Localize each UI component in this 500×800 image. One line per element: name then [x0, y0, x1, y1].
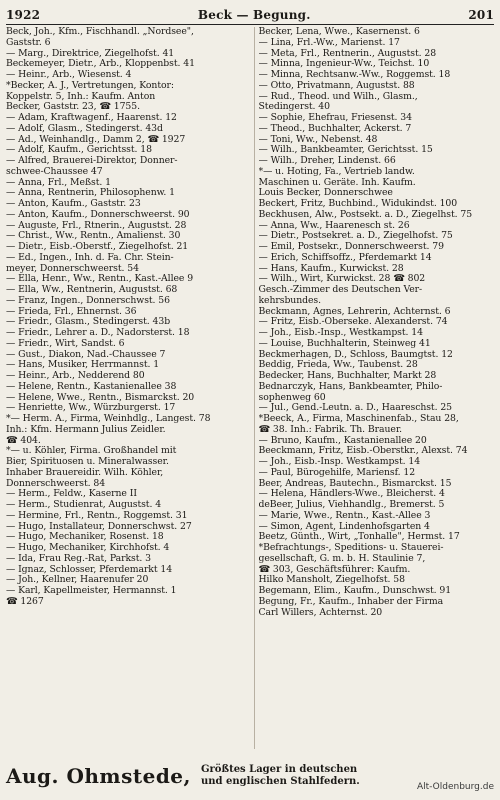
directory-entry-line: — Anna, Frl., Meßst. 1 — [6, 177, 111, 188]
directory-entry-line: — Friedr., Glasm., Stedingerst. 43b — [6, 317, 171, 328]
ad-brand: Aug. Ohmstede, — [6, 764, 191, 788]
directory-entry-line: — Helene, Wwe., Rentn., Bismarckst. 20 — [6, 392, 195, 403]
directory-entry-line: — Wilh., Wirt, Kurwickst. 28 ☎ 802 — [258, 274, 426, 285]
directory-entry-line: — Ida, Frau Reg.-Rat, Parkst. 3 — [6, 553, 151, 564]
page-year: 1922 — [6, 8, 41, 22]
directory-entry-line: — Jul., Gend.-Leutn. a. D., Haareschst. 25 — [258, 403, 453, 414]
directory-entry-line: Stedingerst. 40 — [258, 102, 330, 113]
directory-entry-line: meyer, Donnerschweerst. 54 — [6, 263, 139, 274]
directory-entry-line: sophenweg 60 — [258, 392, 326, 403]
directory-entry-line: — Sophie, Ehefrau, Friesenst. 34 — [258, 113, 412, 123]
page-number: 201 — [468, 8, 494, 22]
left-column — [6, 27, 246, 749]
directory-entry-line: — Dietr., Postsekret. a. D., Ziegelhofst. 75 — [258, 231, 453, 242]
directory-entry-line: Becker, Lena, Wwe., Kasernenst. 6 — [258, 27, 420, 37]
directory-entry-line: ☎ 38. Inh.: Fabrik. Th. Brauer. — [258, 424, 403, 435]
directory-entry-line: — Helena, Händlers-Wwe., Bleicherst. 4 — [258, 489, 445, 500]
directory-entry-line: — Anna, Rentnerin, Philosophenw. 1 — [6, 188, 175, 199]
directory-entry-line: — Adam, Kraftwagenf., Haarenst. 12 — [6, 113, 177, 123]
directory-entry-line: — Alfred, Brauerei-Direktor, Donner- — [6, 156, 178, 166]
directory-entry-line: — Joh., Kellner, Haarenufer 20 — [6, 575, 149, 586]
directory-entry-line: — Ella, Henr., Ww., Rentn., Kast.-Allee 9 — [6, 274, 194, 285]
directory-entry-line: *— u. Köhler, Firma. Großhandel mit — [6, 446, 177, 457]
directory-entry-line: — Dietr., Eisb.-Oberstf., Ziegelhofst. 21 — [6, 242, 189, 252]
directory-entry-line: Gesch.-Zimmer des Deutschen Ver- — [258, 285, 423, 295]
directory-entry-line: — Wilh., Bankbeamter, Gerichtsst. 15 — [258, 145, 433, 156]
directory-entry-line: Koppelstr. 5, Inh.: Kaufm. Anton — [6, 91, 156, 102]
directory-entry-line: Inhaber Brauereidir. Wilh. Köhler, — [6, 467, 164, 478]
directory-entry-line: *Becker, A. J., Vertretungen, Kontor: — [6, 80, 174, 91]
directory-entry-line: — Minna, Rechtsanw.-Ww., Roggemst. 18 — [258, 70, 451, 80]
directory-entry-line: Beckhusen, Alw., Postsekt. a. D., Ziegelhst. 75 — [258, 209, 473, 220]
directory-entry-line: — Adolf, Glasm., Stedingerst. 43d — [6, 123, 163, 134]
directory-entry-line: — Hugo, Mechaniker, Kirchhofst. 4 — [6, 543, 170, 553]
directory-entry-line: deBeer, Julius, Viehhandlg., Bremerst. 5 — [258, 500, 445, 510]
directory-entry-line: — Ella, Ww., Rentnerin, Augustst. 68 — [6, 285, 178, 295]
directory-entry-line: *Beeck, A., Firma, Maschinenfab., Stau 28, — [258, 414, 459, 424]
directory-entry-line: Gaststr. 6 — [6, 37, 51, 48]
directory-entry-line: Beckmerhagen, D., Schloss, Baumgtst. 12 — [258, 349, 453, 360]
directory-entry-line: Begemann, Elim., Kaufm., Dunschwst. 91 — [258, 586, 452, 596]
directory-entry-line: ☎ 1267 — [6, 596, 44, 607]
directory-entry-line: — Hermine, Frl., Rentn., Roggemst. 31 — [6, 510, 188, 521]
directory-entry-line: — Christ., Ww., Rentn., Amalienst. 30 — [6, 231, 181, 242]
watermark: Alt-Oldenburg.de — [416, 782, 494, 792]
directory-entry-line: *— u. Hoting, Fa., Vertrieb landw. — [258, 166, 415, 177]
directory-entry-line: Hilko Mansholt, Ziegelhofst. 58 — [258, 575, 405, 586]
ad-slogan-line: Größtes Lager in deutschen — [201, 764, 358, 775]
directory-entry-line: Beeckmann, Fritz, Eisb.-Oberstkr., Alexst. 74 — [258, 446, 468, 457]
directory-entry-line: Bedecker, Hans, Buchhalter, Markt 28 — [258, 371, 437, 381]
page-header — [6, 6, 494, 22]
directory-entry-line: — Wilh., Dreher, Lindenst. 66 — [258, 156, 396, 166]
header-rule — [6, 24, 494, 25]
directory-entry-line: — Anton, Kaufm., Gaststr. 23 — [6, 199, 141, 209]
directory-entry-line: — Bruno, Kaufm., Kastanienallee 20 — [258, 435, 427, 446]
directory-entry-line: — Karl, Kapellmeister, Hermannst. 1 — [6, 586, 177, 596]
directory-entry-line: Beddig, Frieda, Ww., Taubenst. 28 — [258, 360, 418, 371]
directory-entry-line: gesellschaft, G. m. b. H. Staulinie 7, — [258, 553, 426, 564]
page-title: Beck — Begung. — [197, 8, 311, 22]
ad-slogan — [201, 764, 360, 788]
directory-entry-line: — Hans, Musiker, Herrmannst. 1 — [6, 360, 160, 371]
directory-entry-line: Bier, Spirituosen u. Mineralwasser. — [6, 457, 169, 467]
directory-entry-line: Carl Willers, Achternst. 20 — [258, 607, 383, 618]
directory-entry-line: Donnerschweerst. 84 — [6, 478, 106, 489]
directory-entry-line: — Auguste, Frl., Rtnerin., Augustst. 28 — [6, 220, 187, 231]
directory-entry-line: — Helene, Rentn., Kastanienallee 38 — [6, 381, 177, 392]
directory-entry-line: — Herm., Studienrat, Augustst. 4 — [6, 500, 162, 510]
directory-entry-line: — Friedr., Wirt, Sandst. 6 — [6, 338, 125, 349]
right-column — [254, 27, 495, 749]
directory-entry-line: Inh.: Kfm. Hermann Julius Zeidler. — [6, 424, 166, 435]
directory-entry-line: Beetz, Günth., Wirt, „Tonhalle", Hermst. 17 — [258, 532, 460, 543]
directory-entry-line: — Heinr., Arb., Wiesenst. 4 — [6, 70, 132, 80]
directory-entry-line: — Meta, Frl., Rentnerin., Augustst. 28 — [258, 48, 437, 59]
directory-entry-line: Beckmann, Agnes, Lehrerin, Achternst. 6 — [258, 306, 451, 317]
directory-entry-line: — Toni, Ww., Nebenst. 48 — [258, 134, 378, 145]
directory-entry-line: Becker, Gaststr. 23, ☎ 1755. — [6, 102, 140, 113]
directory-entry-line: — Paul, Bürogehilfe, Mariensf. 12 — [258, 467, 416, 478]
directory-entry-line: — Erich, Schiffsoffz., Pferdemarkt 14 — [258, 252, 432, 263]
directory-entry-line: — Otto, Privatmann, Augustst. 88 — [258, 80, 415, 91]
directory-entry-line: — Fritz, Eisb.-Oberseke. Alexanderst. 74 — [258, 317, 448, 328]
directory-page — [6, 6, 494, 794]
directory-entry-line: — Simon, Agent, Lindenhofsgarten 4 — [258, 521, 430, 532]
directory-entry-line: — Ignaz, Schlosser, Pferdemarkt 14 — [6, 564, 173, 575]
directory-entry-line: ☎ 404. — [6, 435, 41, 446]
directory-entry-line: — Friedr., Lehrer a. D., Nadorsterst. 18 — [6, 328, 190, 338]
directory-entry-line: — Hans, Kaufm., Kurwickst. 28 — [258, 263, 404, 274]
directory-entry-line: — Theod., Buchhalter, Ackerst. 7 — [258, 123, 412, 134]
directory-entry-line: *— Herm. A., Firma, Weinhdlg., Langest. 78 — [6, 414, 211, 424]
directory-entry-line: Maschinen u. Geräte. Inh. Kaufm. — [258, 177, 416, 188]
directory-entry-line: Beckemeyer, Dietr., Arb., Kloppenbst. 41 — [6, 59, 195, 70]
directory-entry-line: Beer, Andreas, Bautechn., Bismarckst. 15 — [258, 478, 452, 489]
directory-entry-line: — Joh., Eisb.-Insp. Westkampst. 14 — [258, 457, 421, 467]
directory-entry-line: — Adolf, Kaufm., Gerichtsst. 18 — [6, 145, 152, 156]
directory-entry-line: — Hugo, Installateur, Donnerschwst. 27 — [6, 521, 192, 532]
directory-entry-line: — Emil, Postsekr., Donnerschweerst. 79 — [258, 242, 444, 252]
directory-entry-line: — Ed., Ingen., Inh. d. Fa. Chr. Stein- — [6, 252, 174, 263]
directory-columns — [6, 27, 494, 749]
directory-entry-line: — Joh., Eisb.-Insp., Westkampst. 14 — [258, 328, 423, 338]
directory-entry-line: *Befrachtungs-, Speditions- u. Stauerei- — [258, 543, 444, 553]
directory-entry-line: — Marie, Wwe., Rentn., Kast.-Allee 3 — [258, 510, 431, 521]
advertisement-footer — [6, 758, 494, 794]
directory-entry-line: — Louise, Buchhalterin, Steinweg 41 — [258, 338, 431, 349]
directory-entry-line: — Marg., Direktrice, Ziegelhofst. 41 — [6, 48, 175, 59]
directory-entry-line: — Rud., Theod. und Wilh., Glasm., — [258, 91, 418, 102]
directory-entry-line: Begung, Fr., Kaufm., Inhaber der Firma — [258, 596, 444, 607]
directory-entry-line: schwee-Chaussee 47 — [6, 166, 103, 177]
directory-entry-line: Bednarczyk, Hans, Bankbeamter, Philo- — [258, 381, 443, 392]
directory-entry-line: kehrsbundes. — [258, 295, 321, 306]
directory-entry-line: — Minna, Ingenieur-Ww., Teichst. 10 — [258, 59, 430, 70]
directory-entry-line: ☎ 303, Geschäftsführer: Kaufm. — [258, 564, 411, 575]
directory-entry-line: — Ad., Weinhandlg., Damm 2, ☎ 1927 — [6, 134, 186, 145]
directory-entry-line: — Henriette, Ww., Würzburgerst. 17 — [6, 403, 176, 414]
directory-entry-line: Louis Becker, Donnerschwee — [258, 188, 393, 199]
ad-slogan-line: und englischen Stahlfedern. — [201, 776, 360, 787]
directory-entry-line: — Anton, Kaufm., Donnerschweerst. 90 — [6, 209, 190, 220]
directory-entry-line: Beckert, Fritz, Buchbind., Widukindst. 100 — [258, 199, 458, 209]
directory-entry-line: — Herm., Feldw., Kaserne II — [6, 489, 137, 500]
directory-entry-line: — Anna, Ww., Haarenesch st. 26 — [258, 220, 410, 231]
directory-entry-line: — Franz, Ingen., Donnerschwst. 56 — [6, 295, 170, 306]
directory-entry-line: — Frieda, Frl., Ehnernst. 36 — [6, 306, 137, 317]
directory-entry-line: Beck, Joh., Kfm., Fischhandl. „Nordsee", — [6, 27, 194, 37]
directory-entry-line: — Gust., Diakon, Nad.-Chaussee 7 — [6, 349, 166, 360]
directory-entry-line: — Lina, Frl.-Ww., Marienst. 17 — [258, 37, 400, 48]
directory-entry-line: — Hugo, Mechaniker, Rosenst. 18 — [6, 532, 164, 543]
directory-entry-line: — Heinr., Arb., Nedderend 80 — [6, 371, 145, 381]
